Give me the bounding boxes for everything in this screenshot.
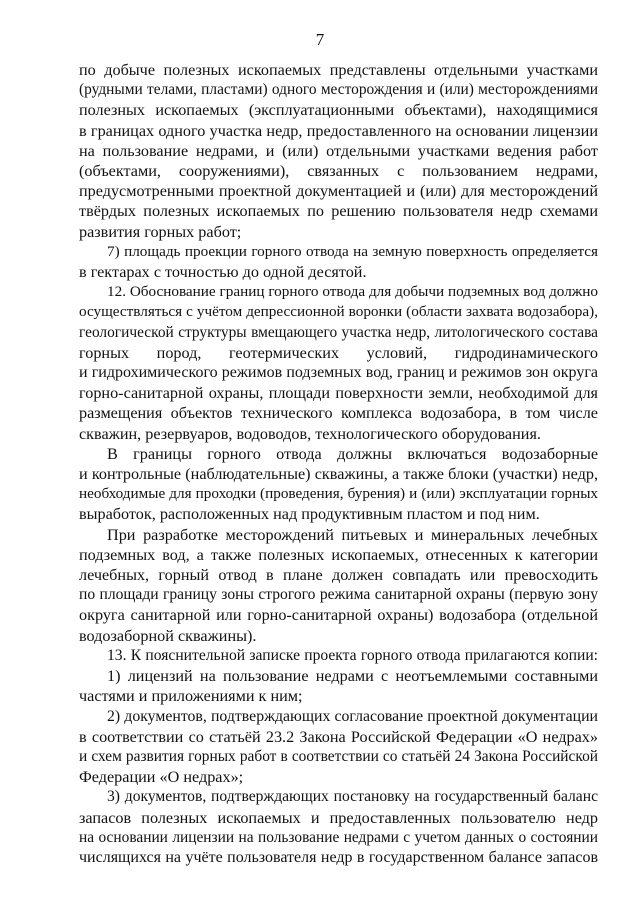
page-number: 7 [315,30,325,49]
text-line: геологической структуры вмещающего участка недр, литологического состава [79,323,598,341]
text-line: предусмотренными проектной документацией и (или) для месторождений [79,182,598,201]
text-line: лечебных, горный отвод в плане должен совпадать или превосходить [79,566,598,585]
text-line: на пользование недрами, и (или) отдельными участками ведения работ [79,141,598,160]
text-line: (рудными телами, пластами) одного месторождения и (или) месторождениями [79,81,598,99]
text-line: в гектарах с точностью до одной десятой. [79,263,367,282]
text-line: и контрольные (наблюдательные) скважины, а также блоки (участки) недр, [79,465,598,484]
text-line: по добыче полезных ископаемых представлены отдельными участками [79,61,598,79]
text-line: 1) лицензий на пользование недрами с неотъемлемыми составными [107,667,598,686]
text-line: скважин, резервуаров, водоводов, технологического оборудования. [79,424,541,443]
text-line: 7) площадь проекции горного отвода на земную поверхность определяется [107,242,598,260]
text-line: 13. К пояснительной записке проекта горного отвода прилагаются копии: [107,646,598,664]
text-line: водозаборной скважины). [79,626,257,645]
text-line: по площади границу зоны строгого режима санитарной охраны (первую зону [79,586,598,604]
text-line: и схем развития горных работ в соответствии со статьёй 24 Закона Российской [79,747,598,765]
text-line: частями и приложениями к ним; [79,687,303,706]
text-line: числящихся на учёте пользователя недр в государственном балансе запасов [79,848,598,866]
text-line: и гидрохимического режимов подземных вод, границ и режимов зон округа [79,364,598,382]
text-line: горно-санитарной охраны, площади поверхности земли, необходимой для [79,384,598,403]
text-line: запасов полезных ископаемых и предоставленных пользователю недр [79,808,598,827]
text-line: 2) документов, подтверждающих согласование проектной документации [107,707,598,725]
text-line: твёрдых полезных ископаемых по решению пользователя недр схемами [79,202,598,221]
text-line: подземных вод, а также полезных ископаемых, отнесенных к категории [79,545,598,564]
text-line: Федерации «О недрах»; [79,768,244,787]
text-line: развития горных работ; [79,222,242,241]
text-line: При разработке месторождений питьевых и минеральных лечебных [107,525,598,544]
text-line: 12. Обоснование границ горного отвода для добычи подземных вод должно [107,283,598,301]
text-line: округа санитарной или горно-санитарной охраны) водозабора (отдельной [79,606,598,625]
text-line: В границы горного отвода должны включаться водозаборные [107,444,598,463]
text-line: осуществляться с учётом депрессионной воронки (области захвата водозабора), [79,303,598,321]
text-line: необходимые для проходки (проведения, бурения) и (или) эксплуатации горных [79,485,598,503]
text-line: горных пород, геотермических условий, гидродинамического [79,343,598,362]
text-line: 3) документов, подтверждающих постановку на государственный баланс [107,788,598,806]
text-line: (объектами, сооружениями), связанных с пользованием недрами, [79,162,598,181]
text-line: полезных ископаемых (эксплуатационными объектами), находящимися [79,101,598,120]
text-line: выработок, расположенных над продуктивным пластом и под ним. [79,505,540,524]
text-line: на основании лицензии на пользование недрами с учетом данных о состоянии [79,828,598,846]
text-line: в соответствии со статьёй 23.2 Закона Российской Федерации «О недрах» [79,727,598,746]
text-line: в границах одного участка недр, предоставленного на основании лицензии [79,121,598,140]
document-body [79,60,598,868]
text-line: размещения объектов технического комплекса водозабора, в том числе [79,404,598,423]
